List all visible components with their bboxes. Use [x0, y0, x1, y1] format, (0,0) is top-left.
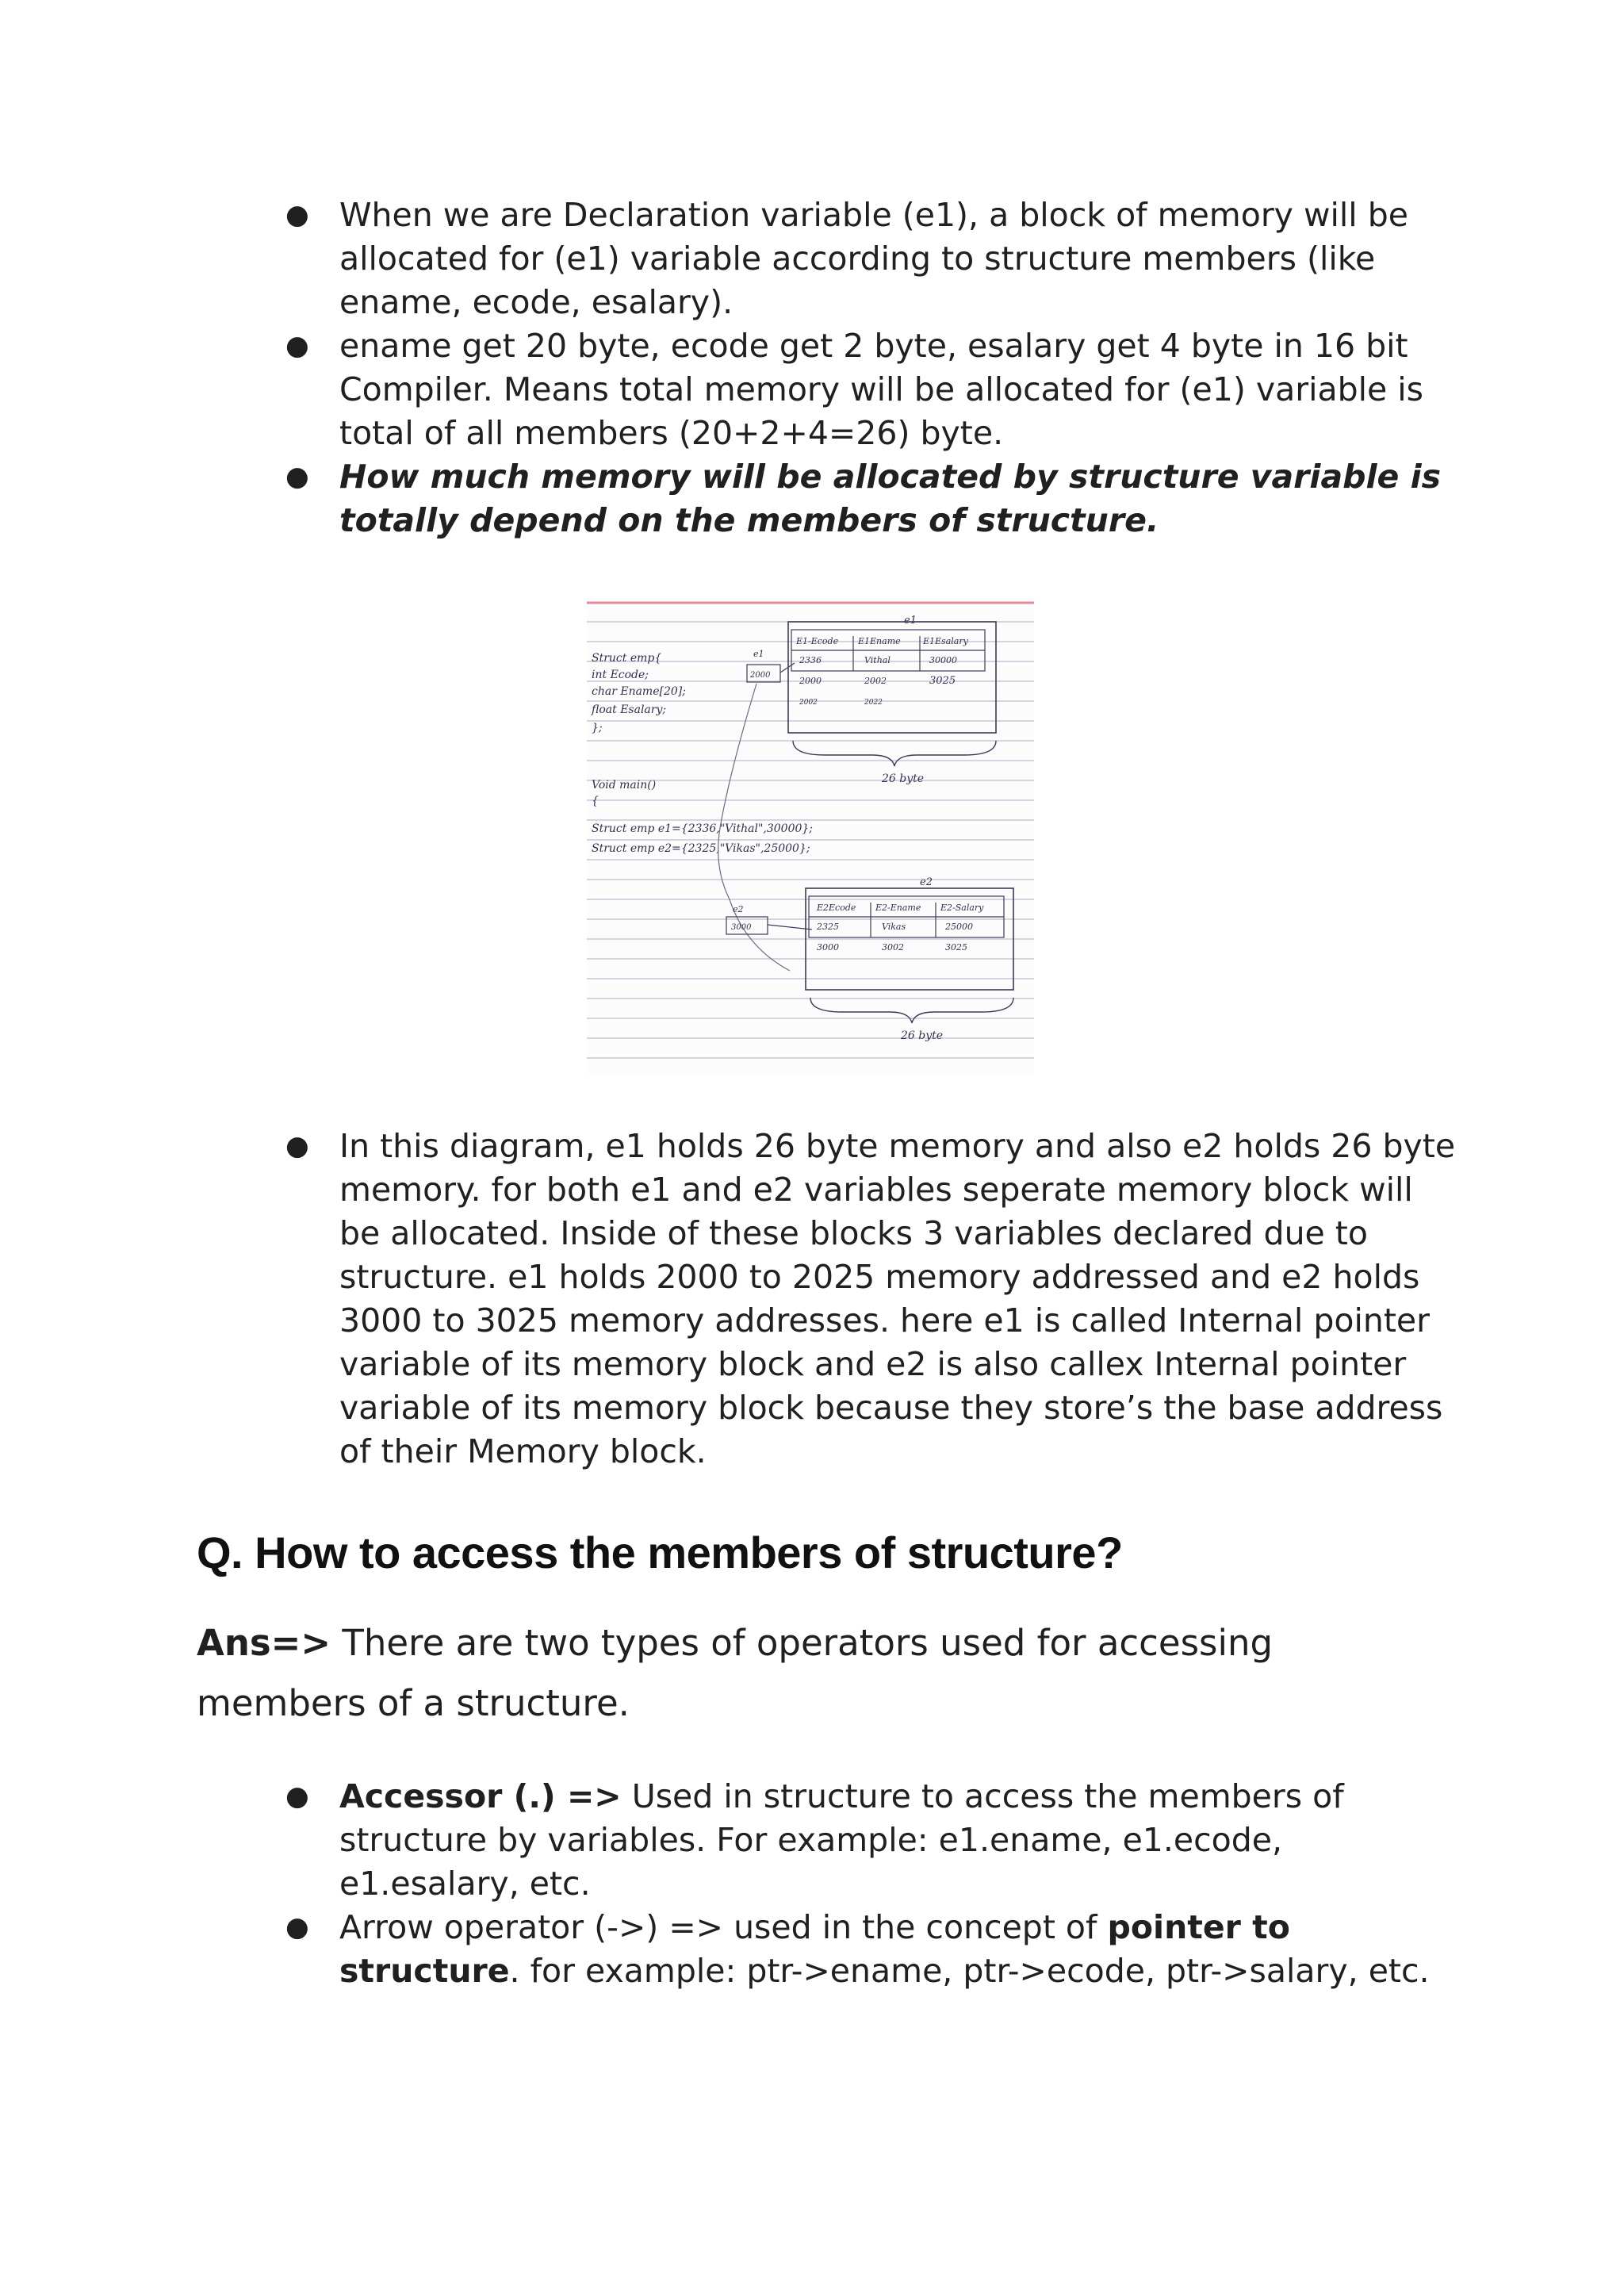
list-item — [285, 1906, 1459, 1993]
bullet-icon: ● — [285, 199, 309, 231]
list-item — [285, 455, 1459, 542]
code-line: { — [592, 795, 599, 807]
list-item — [285, 194, 1459, 324]
e1-address: 2000 — [799, 676, 822, 686]
code-line: Struct emp{ — [592, 652, 662, 665]
bullet-icon: ● — [285, 1911, 309, 1943]
bullet-icon: ● — [285, 1780, 309, 1812]
handwritten-memory-diagram — [587, 598, 1034, 1074]
e1-address: 3025 — [929, 675, 956, 687]
bullet-list-memory-allocation — [285, 194, 1459, 542]
list-item — [285, 1125, 1459, 1474]
e2-header: E2-Salary — [940, 903, 984, 913]
e1-sub-address: 2022 — [864, 699, 883, 707]
code-line: }; — [592, 722, 603, 734]
e2-header: E2-Ename — [875, 903, 921, 913]
list-item — [285, 324, 1459, 455]
list-item — [285, 1775, 1459, 1906]
arrow-description-end: . for example: ptr->ename, ptr->ecode, ptr->salary, etc. — [509, 1952, 1430, 1990]
e2-address: 3002 — [882, 942, 904, 953]
e1-pointer-value: 2000 — [750, 671, 771, 680]
e1-header: E1Esalary — [923, 636, 968, 646]
bullet-icon: ● — [285, 330, 309, 362]
code-line: float Esalary; — [592, 703, 667, 716]
e1-header: E1Ename — [858, 636, 901, 646]
e2-size: 26 byte — [901, 1029, 944, 1042]
bullet-icon: ● — [285, 1130, 309, 1162]
paragraph-byte-sizes: ename get 20 byte, ecode get 2 byte, esalary get 4 byte in 16 bit Compiler. Means total memory will be allocated for (e1) variable is total of all members (20+2+4=26) byte. — [339, 327, 1424, 452]
e2-value: Vikas — [882, 922, 906, 932]
code-line: Void main() — [592, 779, 657, 792]
e2-value: 2325 — [817, 922, 839, 932]
e1-value: 2336 — [799, 655, 822, 665]
accessor-term: Accessor (.) => — [339, 1777, 622, 1815]
e2-address: 3000 — [817, 942, 839, 953]
e1-address: 2002 — [864, 676, 887, 686]
e1-label: e1 — [904, 615, 917, 627]
e1-size: 26 byte — [882, 772, 925, 785]
paragraph-declaration: When we are Declaration variable (e1), a block of memory will be allocated for (e1) variable according to structure members (like ename, ecode, esalary). — [339, 196, 1408, 321]
e2-pointer-value: 3000 — [731, 923, 752, 932]
section-heading: Q. How to access the members of structure? — [197, 1527, 1123, 1577]
e2-header: E2Ecode — [817, 903, 856, 913]
e1-header: E1-Ecode — [796, 636, 839, 646]
arrow-term: pointer to structure — [339, 1908, 1290, 1990]
accessor-description: Used in structure to access the members of structure by variables. For example: e1.ename, e1.ecode, e1.esalary, etc. — [339, 1777, 1344, 1903]
code-line: Struct emp e2={2325,"Vikas",25000}; — [592, 842, 810, 855]
bullet-list-operators — [285, 1775, 1459, 1993]
e1-sub-address: 2002 — [799, 699, 818, 707]
e2-address: 3025 — [945, 942, 967, 953]
answer-text: There are two types of operators used for accessing members of a structure. — [197, 1622, 1274, 1724]
code-line: Struct emp e1={2336,"Vithal",30000}; — [592, 822, 814, 835]
code-line: int Ecode; — [592, 669, 649, 681]
e1-pointer-label: e1 — [753, 649, 764, 659]
arrow-description: Arrow operator (->) => used in the concept of — [339, 1908, 1108, 1946]
e2-value: 25000 — [945, 922, 973, 932]
answer-paragraph — [197, 1613, 1434, 1734]
code-line: char Ename[20]; — [592, 685, 686, 698]
e2-pointer-label: e2 — [733, 904, 744, 914]
bullet-list-diagram-explanation — [285, 1125, 1459, 1474]
e2-label: e2 — [920, 876, 933, 888]
paragraph-emphasis: How much memory will be allocated by structure variable is totally depend on the members of structure. — [339, 458, 1442, 539]
answer-prefix: Ans=> — [197, 1622, 331, 1664]
e1-value: Vithal — [864, 655, 891, 665]
paragraph-diagram-explanation: In this diagram, e1 holds 26 byte memory and also e2 holds 26 byte memory. for both e1 and e2 variables seperate memory block will be allocated. Inside of these blocks 3 variables declared due to structure. e1 holds 2000 to 2025 memory addressed and e2 holds 3000 to 3025 memory addresses. here e1 is called Internal pointer variable of its memory block and e2 is also callex Internal pointer variable of its memory block because they store’s the base address of their Memory block. — [339, 1127, 1456, 1470]
e1-value: 30000 — [929, 655, 957, 665]
bullet-icon: ● — [285, 461, 309, 493]
